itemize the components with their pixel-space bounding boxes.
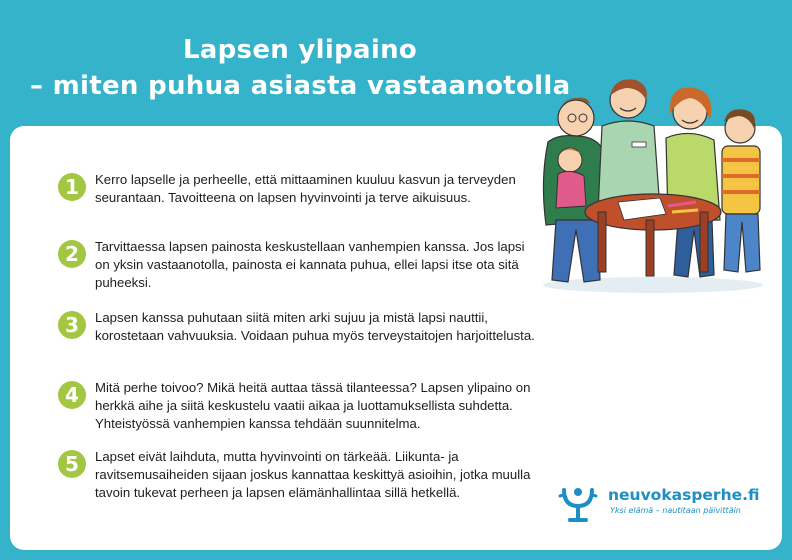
logo-name: neuvokasperhe.fi <box>608 486 760 504</box>
step-number-badge: 4 <box>58 381 86 409</box>
step-number-badge: 2 <box>58 240 86 268</box>
neuvokasperhe-logo-icon <box>558 484 602 524</box>
step-text: Lapset eivät laihduta, mutta hyvinvointi on tärkeää. Liikunta- ja ravitsemusaiheiden sijaan joskus kannattaa keskittyä asioihin, jotka muulla tavoin tukevat perheen ja lapsen elämänhallintaa sillä hetkellä. <box>95 449 531 500</box>
title-line-2: – miten puhua asiasta vastaanotolla <box>30 71 571 101</box>
page-title <box>30 32 570 104</box>
logo-tagline: Yksi elämä – nautitaan päivittäin <box>610 506 741 515</box>
step-number-badge: 1 <box>58 173 86 201</box>
step-number-badge: 5 <box>58 450 86 478</box>
step-text: Tarvittaessa lapsen painosta keskustellaan vanhempien kanssa. Jos lapsi on yksin vastaanotolla, painosta ei kannata puhua, ellei lapsi itse ota sitä puheeksi. <box>95 239 525 290</box>
step-number-badge: 3 <box>58 311 86 339</box>
step-text: Mitä perhe toivoo? Mikä heitä auttaa tässä tilanteessa? Lapsen ylipaino on herkkä aihe ja siitä keskustelu vaatii aikaa ja luottamuksellista suhdetta. Yhteistyössä vanhempien kanssa tehdään suunnitelma. <box>95 380 531 431</box>
step-text: Lapsen kanssa puhutaan siitä miten arki sujuu ja mistä lapsi nauttii, korostetaan vahvuuksia. Voidaan puhua myös terveystaitojen harjoittelusta. <box>95 310 535 343</box>
step-text: Kerro lapselle ja perheelle, että mittaaminen kuuluu kasvun ja terveyden seurantaan. Tavoitteena on lapsen hyvinvointi ja terve aikuisuus. <box>95 172 516 205</box>
title-line-1: Lapsen ylipaino <box>182 35 418 65</box>
family-illustration <box>528 70 778 300</box>
